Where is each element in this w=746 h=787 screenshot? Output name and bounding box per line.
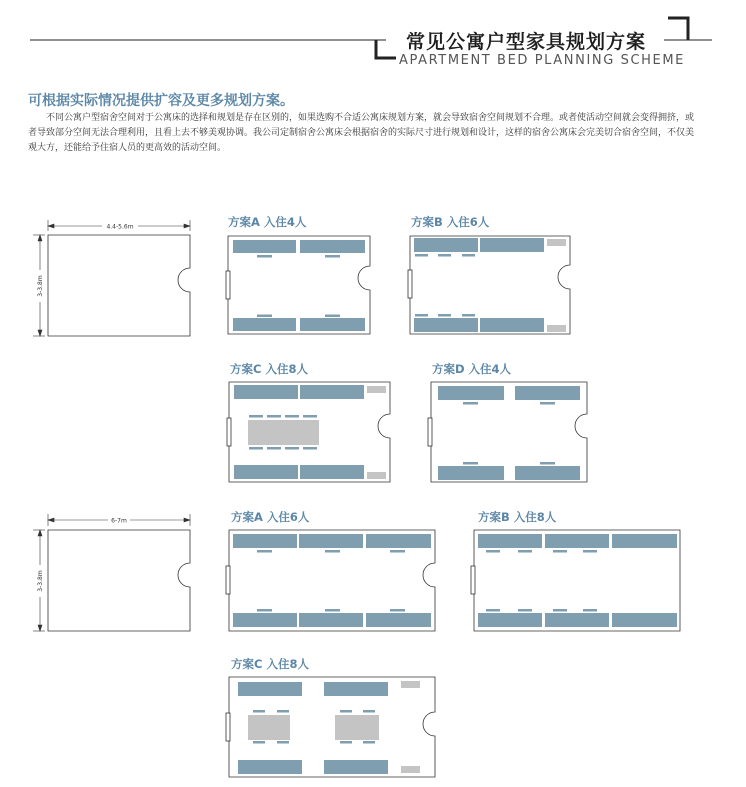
plan-2b-label: 方案B 入住8人 <box>478 510 557 524</box>
window <box>408 270 412 298</box>
plan-2c-label: 方案C 入住8人 <box>231 657 309 671</box>
desk <box>325 550 340 553</box>
section-subtitle: 可根据实际情况提供扩容及更多规划方案。 <box>28 93 294 109</box>
desk <box>438 254 451 257</box>
bed <box>233 318 296 331</box>
plan-1d <box>428 362 587 482</box>
window <box>226 566 230 594</box>
desk <box>553 609 567 612</box>
intro-paragraph: 不同公寓户型宿舍空间对于公寓床的选择和规划是存在区别的，如果选购不合适公寓床规划方案，就会导致宿舍空间规划不合理。或者使活动空间就会变得拥挤，或者导致部分空间无法合理利用，且看上去不够美观协调。我公司定制宿舍公寓床会根据宿舍的实际尺寸进行规划和设计，这样的宿舍公寓床会完美切合宿舍空间，不仅美观大方，还能给予住宿人员的更高效的活动空间。 <box>28 113 695 153</box>
bed <box>438 386 504 400</box>
desk <box>463 402 478 405</box>
width-label: 4.4-5.6m <box>106 223 134 231</box>
desk <box>390 609 405 612</box>
bed <box>515 386 580 400</box>
bed <box>366 613 431 627</box>
desk <box>486 550 500 553</box>
desk <box>277 741 289 744</box>
desk <box>583 550 597 553</box>
desk <box>390 550 405 553</box>
desk <box>257 315 272 318</box>
desk <box>486 609 500 612</box>
bed <box>300 385 364 399</box>
bed <box>300 318 365 331</box>
desk <box>303 447 317 450</box>
desk <box>267 447 281 450</box>
desk <box>518 550 532 553</box>
plan-2b <box>471 510 680 631</box>
desk <box>415 314 428 317</box>
bed <box>545 534 609 548</box>
desk <box>325 609 340 612</box>
bed <box>515 466 580 480</box>
plan-2a <box>226 510 435 631</box>
desk <box>267 415 281 418</box>
width-label: 6-7m <box>111 517 127 525</box>
desk <box>340 710 352 713</box>
header-decoration <box>30 18 712 58</box>
wardrobe <box>367 386 386 393</box>
window <box>471 566 475 594</box>
desk <box>253 710 265 713</box>
bed <box>233 240 296 253</box>
desk <box>462 254 475 257</box>
desk <box>257 609 272 612</box>
desk <box>325 315 340 318</box>
bed <box>234 385 298 399</box>
bed <box>238 760 302 774</box>
bed <box>480 238 544 252</box>
plan-1b-label: 方案B 入住6人 <box>411 215 490 229</box>
desk <box>415 254 428 257</box>
bed <box>299 534 363 548</box>
plan-2a-label: 方案A 入住6人 <box>231 510 310 524</box>
bed <box>414 318 478 332</box>
plan-1d-label: 方案D 入住4人 <box>432 362 512 376</box>
window <box>226 271 230 299</box>
wardrobe <box>547 325 566 332</box>
wardrobe <box>367 472 386 479</box>
table <box>248 715 290 740</box>
desk <box>285 447 299 450</box>
bed <box>300 465 364 479</box>
room-outline <box>48 235 190 336</box>
depth-label: 3-3.8m <box>37 570 44 592</box>
window <box>428 418 432 446</box>
plan-1c-label: 方案C 入住8人 <box>230 362 308 376</box>
table <box>248 420 319 445</box>
desk <box>463 462 478 465</box>
plan-1b <box>408 215 570 334</box>
window <box>227 418 231 446</box>
bed <box>233 613 297 627</box>
bed <box>478 534 542 548</box>
desk <box>325 255 340 258</box>
desk <box>257 255 272 258</box>
desk <box>553 550 567 553</box>
desk <box>285 415 299 418</box>
wardrobe <box>401 681 420 688</box>
page-title-english: APARTMENT BED PLANNING SCHEME <box>399 53 685 68</box>
bed <box>545 613 609 627</box>
room-2-empty <box>33 514 190 631</box>
plan-1c <box>227 362 390 482</box>
window <box>226 713 230 741</box>
bed <box>480 318 544 332</box>
bed <box>478 613 542 627</box>
bed <box>324 682 388 696</box>
bed <box>414 238 478 252</box>
bed <box>366 534 431 548</box>
plan-2c <box>226 657 435 777</box>
desk <box>253 741 265 744</box>
plan-1a <box>226 215 370 334</box>
bed <box>612 613 677 627</box>
wardrobe <box>401 766 420 773</box>
depth-label: 3-3.8m <box>37 275 44 297</box>
table <box>335 715 379 740</box>
wardrobe <box>547 239 566 246</box>
desk <box>340 741 352 744</box>
room-1-empty <box>33 220 190 336</box>
bed <box>324 760 388 774</box>
bed <box>234 465 298 479</box>
desk <box>540 402 555 405</box>
bed <box>299 613 363 627</box>
desk <box>249 415 263 418</box>
room-outline <box>48 530 190 631</box>
bed <box>612 534 677 548</box>
desk <box>257 550 272 553</box>
bed <box>233 534 297 548</box>
bed <box>300 240 365 253</box>
desk <box>249 447 263 450</box>
desk <box>462 314 475 317</box>
desk <box>363 710 375 713</box>
desk <box>303 415 317 418</box>
desk <box>363 741 375 744</box>
bed <box>438 466 504 480</box>
plan-1a-label: 方案A 入住4人 <box>228 215 307 229</box>
bed <box>238 682 302 696</box>
page-title: 常见公寓户型家具规划方案 <box>406 31 647 53</box>
desk <box>518 609 532 612</box>
desk <box>540 462 555 465</box>
desk <box>277 710 289 713</box>
desk <box>583 609 597 612</box>
desk <box>438 314 451 317</box>
